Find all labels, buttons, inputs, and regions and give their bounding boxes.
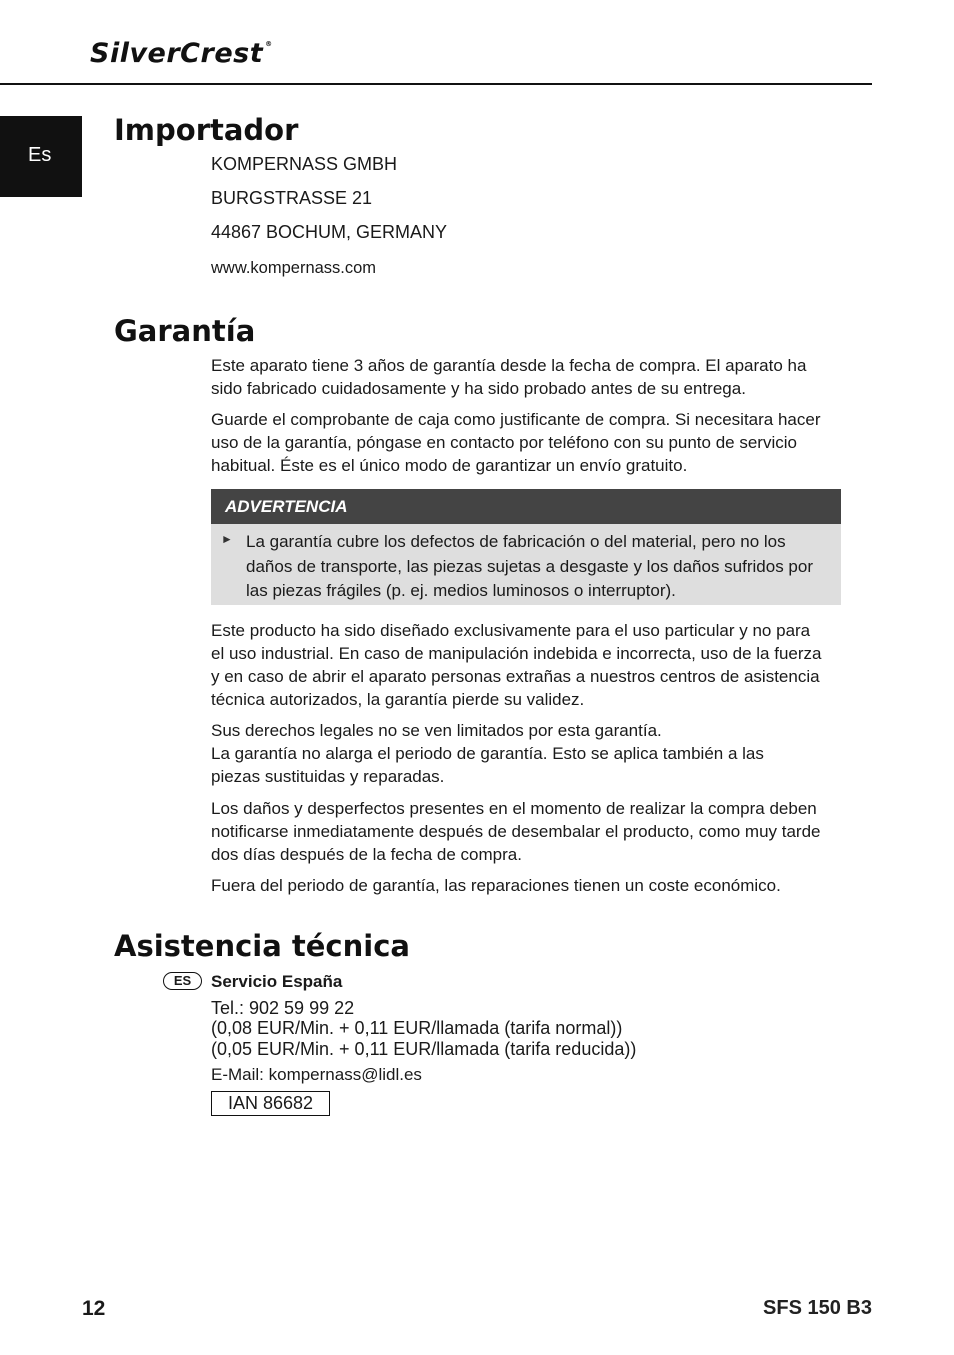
asistencia-heading: Asistencia técnica — [114, 929, 410, 963]
bullet-arrow-icon: ► — [221, 532, 233, 546]
garantia-paragraph-1: Este aparato tiene 3 años de garantía desde la fecha de compra. El aparato ha sido fabricado cuidadosamente y ha sido probado antes de su entrega. — [211, 356, 807, 398]
service-phone: Tel.: 902 59 99 22 — [211, 998, 355, 1018]
garantia-paragraph-6: Fuera del periodo de garantía, las reparaciones tienen un coste económico. — [211, 876, 781, 895]
garantia-paragraph-2: Guarde el comprobante de caja como justificante de compra. Si necesitara hacer uso de la garantía, póngase en contacto por teléfono con su punto de servicio habitual. Éste es el único modo de garantizar un envío gratuito. — [211, 410, 821, 475]
warning-text: La garantía cubre los defectos de fabricación o del material, pero no los daños de transporte, las piezas sujetas a desgaste y los daños sufridos por las piezas frágiles (p. ej. medios luminosos o interruptor). — [246, 532, 814, 600]
spain-country-badge: ES — [163, 972, 202, 990]
importador-city: 44867 BOCHUM, GERMANY — [211, 222, 448, 242]
importador-website: www.kompernass.com — [211, 259, 377, 277]
importador-heading: Importador — [114, 113, 299, 147]
warning-box — [211, 524, 841, 605]
importador-company: KOMPERNASS GMBH — [211, 154, 398, 174]
garantia-paragraph-4b: La garantía no alarga el periodo de garantía. Esto se aplica también a las piezas sustituidas y reparadas. — [211, 744, 764, 786]
registered-mark: ® — [265, 40, 273, 48]
service-rate-reduced: (0,05 EUR/Min. + 0,11 EUR/llamada (tarifa reducida)) — [211, 1039, 637, 1059]
garantia-paragraph-5: Los daños y desperfectos presentes en el momento de realizar la compra deben notificarse inmediatamente después de desembalar el producto, como muy tarde dos días después de la fecha de compra. — [211, 799, 821, 864]
warning-title: ADVERTENCIA — [225, 497, 348, 516]
garantia-paragraph-3: Este producto ha sido diseñado exclusivamente para el uso particular y no para el uso industrial. En caso de manipulación indebida e incorrecta, uso de la fuerza y en caso de abrir el aparato personas extrañas a nuestros centros de asistencia técnica autorizados, la garantía pierde su validez. — [211, 621, 822, 709]
service-email: E-Mail: kompernass@lidl.es — [211, 1065, 422, 1084]
header-rule — [0, 83, 872, 85]
language-tab — [0, 116, 82, 197]
warning-header — [211, 489, 841, 524]
garantia-heading: Garantía — [114, 314, 256, 348]
silvercrest-logo — [90, 38, 273, 69]
brand-name: SilverCrest — [90, 38, 264, 69]
language-tab-label: Es — [28, 144, 52, 166]
importador-street: BURGSTRASSE 21 — [211, 188, 373, 208]
page-number: 12 — [82, 1297, 106, 1320]
model-number: SFS 150 B3 — [763, 1297, 872, 1319]
service-rate-normal: (0,08 EUR/Min. + 0,11 EUR/llamada (tarifa normal)) — [211, 1018, 623, 1038]
garantia-paragraph-4a: Sus derechos legales no se ven limitados por esta garantía. — [211, 721, 662, 740]
ian-box: IAN 86682 — [211, 1091, 330, 1116]
service-title: Servicio España — [211, 972, 343, 991]
